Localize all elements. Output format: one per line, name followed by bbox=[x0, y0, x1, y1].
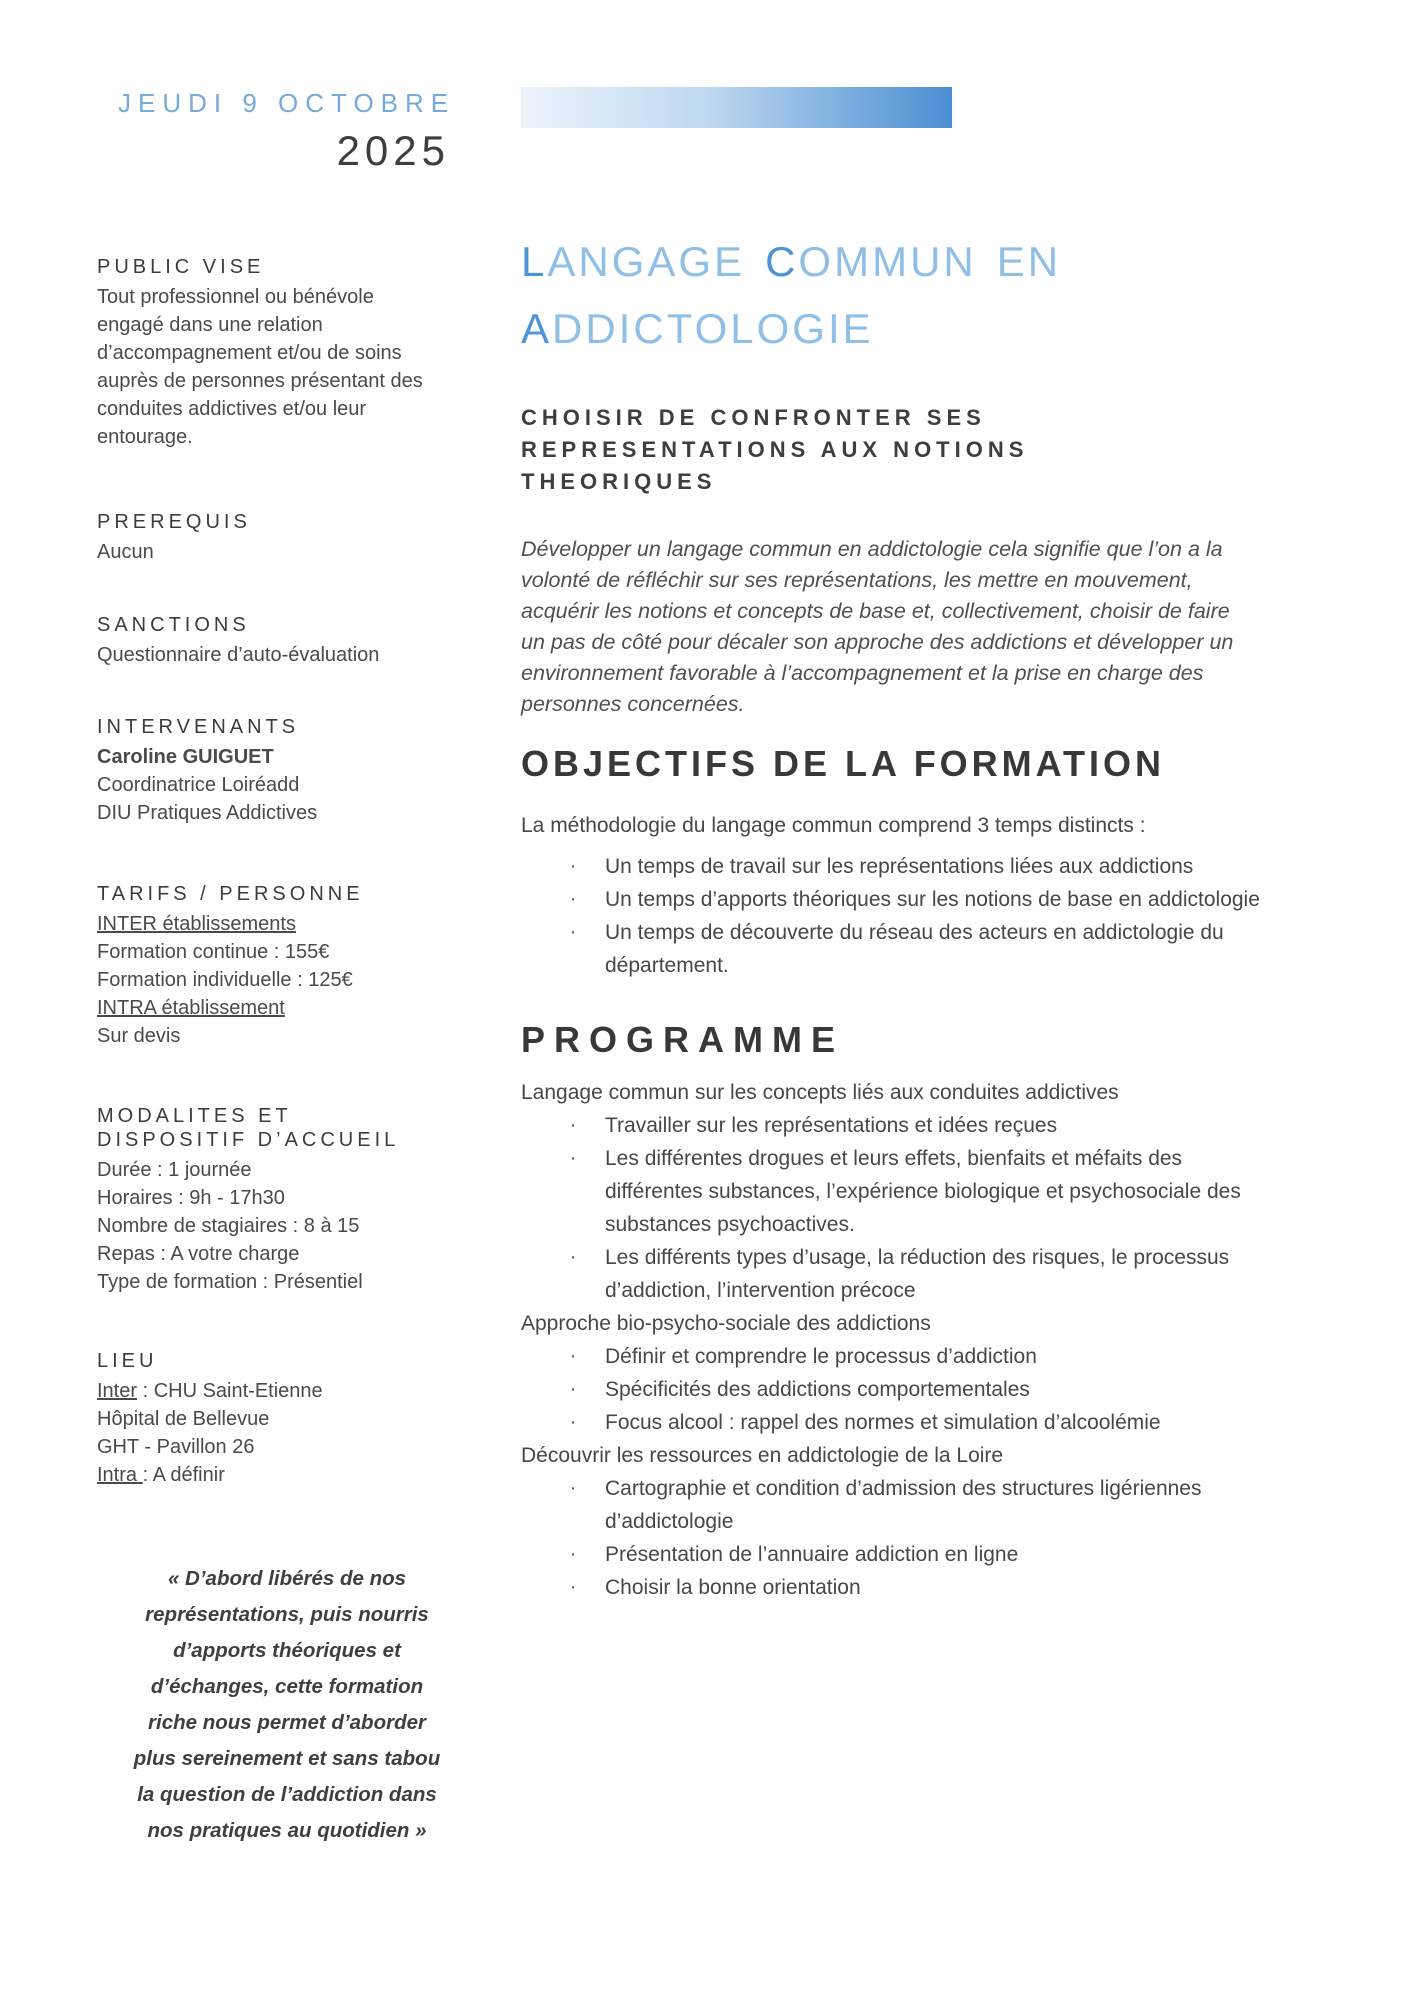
public-vise-line: d’accompagnement et/ou de soins bbox=[97, 342, 402, 364]
description-line: personnes concernées. bbox=[521, 692, 745, 716]
list-item: · Présentation de l’annuaire addiction en ligne bbox=[521, 1538, 1296, 1571]
bullet-dot-icon: · bbox=[569, 1576, 577, 1598]
title-initial: A bbox=[521, 305, 553, 352]
section-public-vise bbox=[97, 255, 477, 451]
public-vise-line: conduites addictives et/ou leur bbox=[97, 398, 367, 420]
intervenant-name: Caroline GUIGUET bbox=[97, 746, 274, 768]
intervenant-role: Coordinatrice Loiréadd bbox=[97, 774, 300, 796]
section-tarifs bbox=[97, 882, 477, 1050]
title-initial: L bbox=[521, 238, 548, 285]
quote-line: représentations, puis nourris bbox=[145, 1603, 429, 1626]
document-title-line2: ADDICTOLOGIE bbox=[521, 305, 874, 352]
modalites-line: Horaires : 9h - 17h30 bbox=[97, 1187, 285, 1209]
lieu-line: GHT - Pavillon 26 bbox=[97, 1436, 255, 1458]
quote-line: « D’abord libérés de nos bbox=[167, 1567, 407, 1590]
list-item: · Les différents types d’usage, la réduction des risques, le processus d’addiction, l’intervention précoce bbox=[521, 1241, 1296, 1307]
list-item: · Un temps de travail sur les représentations liées aux addictions bbox=[521, 850, 1296, 883]
description-line: acquérir les notions et concepts de base et, collectivement, choisir de faire bbox=[521, 599, 1230, 623]
list-item: · Un temps d’apports théoriques sur les notions de base en addictologie bbox=[521, 883, 1296, 916]
tarifs-line: Formation individuelle : 125€ bbox=[97, 969, 353, 991]
list-item: · Un temps de découverte du réseau des acteurs en addictologie du département. bbox=[521, 916, 1296, 982]
bullet-dot-icon: · bbox=[569, 888, 577, 910]
bullet-dot-icon: · bbox=[569, 921, 577, 943]
public-vise-heading: PUBLIC VISE bbox=[97, 256, 265, 278]
lieu-line: Hôpital de Bellevue bbox=[97, 1408, 270, 1430]
objectifs-bullet-list bbox=[521, 850, 1296, 982]
lieu-heading: LIEU bbox=[97, 1350, 158, 1372]
list-item: · Définir et comprendre le processus d’addiction bbox=[521, 1340, 1296, 1373]
lieu-inter-line bbox=[97, 1377, 477, 1405]
modalites-line: Type de formation : Présentiel bbox=[97, 1271, 363, 1293]
description-line: volonté de réfléchir sur ses représentations, les mettre en mouvement, bbox=[521, 568, 1193, 592]
list-item: · Focus alcool : rappel des normes et simulation d’alcoolémie bbox=[521, 1406, 1296, 1439]
tarifs-intra-label: INTRA établissement bbox=[97, 997, 285, 1019]
sanctions-body: Questionnaire d’auto-évaluation bbox=[97, 644, 380, 666]
bullet-dot-icon: · bbox=[569, 1477, 577, 1499]
intervenant-role: DIU Pratiques Addictives bbox=[97, 802, 318, 824]
lieu-intra-line bbox=[97, 1461, 477, 1489]
description-line: environnement favorable à l’accompagnement et la prise en charge des bbox=[521, 661, 1204, 685]
subtitle-line: THEORIQUES bbox=[521, 469, 717, 494]
testimonial-quote bbox=[97, 1561, 477, 1849]
bullet-dot-icon: · bbox=[569, 855, 577, 877]
tarifs-line: Sur devis bbox=[97, 1025, 181, 1047]
quote-line: nos pratiques au quotidien » bbox=[147, 1819, 427, 1842]
document-subtitle bbox=[521, 402, 1296, 498]
document-title-line1: LANGAGE COMMUN EN bbox=[521, 238, 1062, 285]
section-heading-objectifs: OBJECTIFS DE LA FORMATION bbox=[521, 743, 1165, 784]
bullet-dot-icon: · bbox=[569, 1411, 577, 1433]
bullet-dot-icon: · bbox=[569, 1246, 577, 1268]
event-year: 2025 bbox=[336, 127, 450, 174]
sanctions-heading: SANCTIONS bbox=[97, 614, 250, 636]
public-vise-line: auprès de personnes présentant des bbox=[97, 370, 423, 392]
modalites-line: Repas : A votre charge bbox=[97, 1243, 300, 1265]
modalites-line: Durée : 1 journée bbox=[97, 1159, 252, 1181]
quote-line: la question de l’addiction dans bbox=[137, 1783, 437, 1806]
programme-group-label: Langage commun sur les concepts liés aux conduites addictives bbox=[521, 1081, 1119, 1104]
main-content bbox=[521, 228, 1296, 1604]
lieu-intra-label: Intra bbox=[97, 1464, 143, 1486]
lieu-inter-label: Inter bbox=[97, 1380, 138, 1402]
programme-group-label: Approche bio-psycho-sociale des addictions bbox=[521, 1312, 931, 1335]
list-item: · Les différentes drogues et leurs effets, bienfaits et méfaits des différentes substances, l’expérience biologique et psychosociale des substances psychoactives. bbox=[521, 1142, 1296, 1241]
list-item: · Travailler sur les représentations et idées reçues bbox=[521, 1109, 1296, 1142]
sidebar bbox=[97, 255, 477, 1849]
course-description bbox=[521, 534, 1296, 720]
header-gradient-bar bbox=[521, 87, 952, 128]
document-title bbox=[521, 228, 1296, 362]
prerequis-heading: PREREQUIS bbox=[97, 511, 251, 533]
bullet-dot-icon: · bbox=[569, 1114, 577, 1136]
objectifs-lead: La méthodologie du langage commun comprend 3 temps distincts : bbox=[521, 814, 1146, 837]
subtitle-line: CHOISIR DE CONFRONTER SES bbox=[521, 405, 986, 430]
modalites-heading-line2: DISPOSITIF D’ACCUEIL bbox=[97, 1129, 400, 1151]
bullet-dot-icon: · bbox=[569, 1147, 577, 1169]
tarifs-line: Formation continue : 155€ bbox=[97, 941, 330, 963]
description-line: Développer un langage commun en addictologie cela signifie que l’on a la bbox=[521, 537, 1223, 561]
programme-body bbox=[521, 1076, 1296, 1604]
prerequis-body: Aucun bbox=[97, 541, 154, 563]
lieu-intra-rest: : A définir bbox=[142, 1464, 225, 1486]
title-initial: C bbox=[765, 238, 799, 285]
section-heading-programme: PROGRAMME bbox=[521, 1019, 844, 1060]
event-date-block bbox=[118, 88, 456, 175]
subtitle-line: REPRESENTATIONS AUX NOTIONS bbox=[521, 437, 1029, 462]
programme-group-label: Découvrir les ressources en addictologie de la Loire bbox=[521, 1444, 1004, 1467]
section-modalites bbox=[97, 1104, 477, 1296]
modalites-heading-line1: MODALITES ET bbox=[97, 1105, 292, 1127]
intervenants-heading: INTERVENANTS bbox=[97, 716, 300, 738]
event-date: JEUDI 9 OCTOBRE bbox=[118, 88, 456, 118]
modalites-line: Nombre de stagiaires : 8 à 15 bbox=[97, 1215, 360, 1237]
public-vise-line: entourage. bbox=[97, 426, 193, 448]
bullet-dot-icon: · bbox=[569, 1378, 577, 1400]
public-vise-line: Tout professionnel ou bénévole bbox=[97, 286, 374, 308]
quote-line: riche nous permet d’aborder bbox=[148, 1711, 426, 1734]
bullet-dot-icon: · bbox=[569, 1543, 577, 1565]
quote-line: plus sereinement et sans tabou bbox=[133, 1747, 441, 1770]
list-item: · Cartographie et condition d’admission des structures ligériennes d’addictologie bbox=[521, 1472, 1296, 1538]
section-lieu bbox=[97, 1349, 477, 1489]
bullet-dot-icon: · bbox=[569, 1345, 577, 1367]
tarifs-inter-label: INTER établissements bbox=[97, 913, 296, 935]
tarifs-heading: TARIFS / PERSONNE bbox=[97, 883, 364, 905]
quote-line: d’échanges, cette formation bbox=[150, 1675, 424, 1698]
quote-line: d’apports théoriques et bbox=[173, 1639, 401, 1662]
section-sanctions bbox=[97, 613, 477, 669]
list-item: · Choisir la bonne orientation bbox=[521, 1571, 1296, 1604]
section-prerequis bbox=[97, 510, 477, 566]
lieu-inter-rest: : CHU Saint-Etienne bbox=[137, 1380, 323, 1402]
section-intervenants bbox=[97, 715, 477, 827]
public-vise-line: engagé dans une relation bbox=[97, 314, 323, 336]
description-line: un pas de côté pour décaler son approche des addictions et développer un bbox=[521, 630, 1234, 654]
list-item: · Spécificités des addictions comportementales bbox=[521, 1373, 1296, 1406]
